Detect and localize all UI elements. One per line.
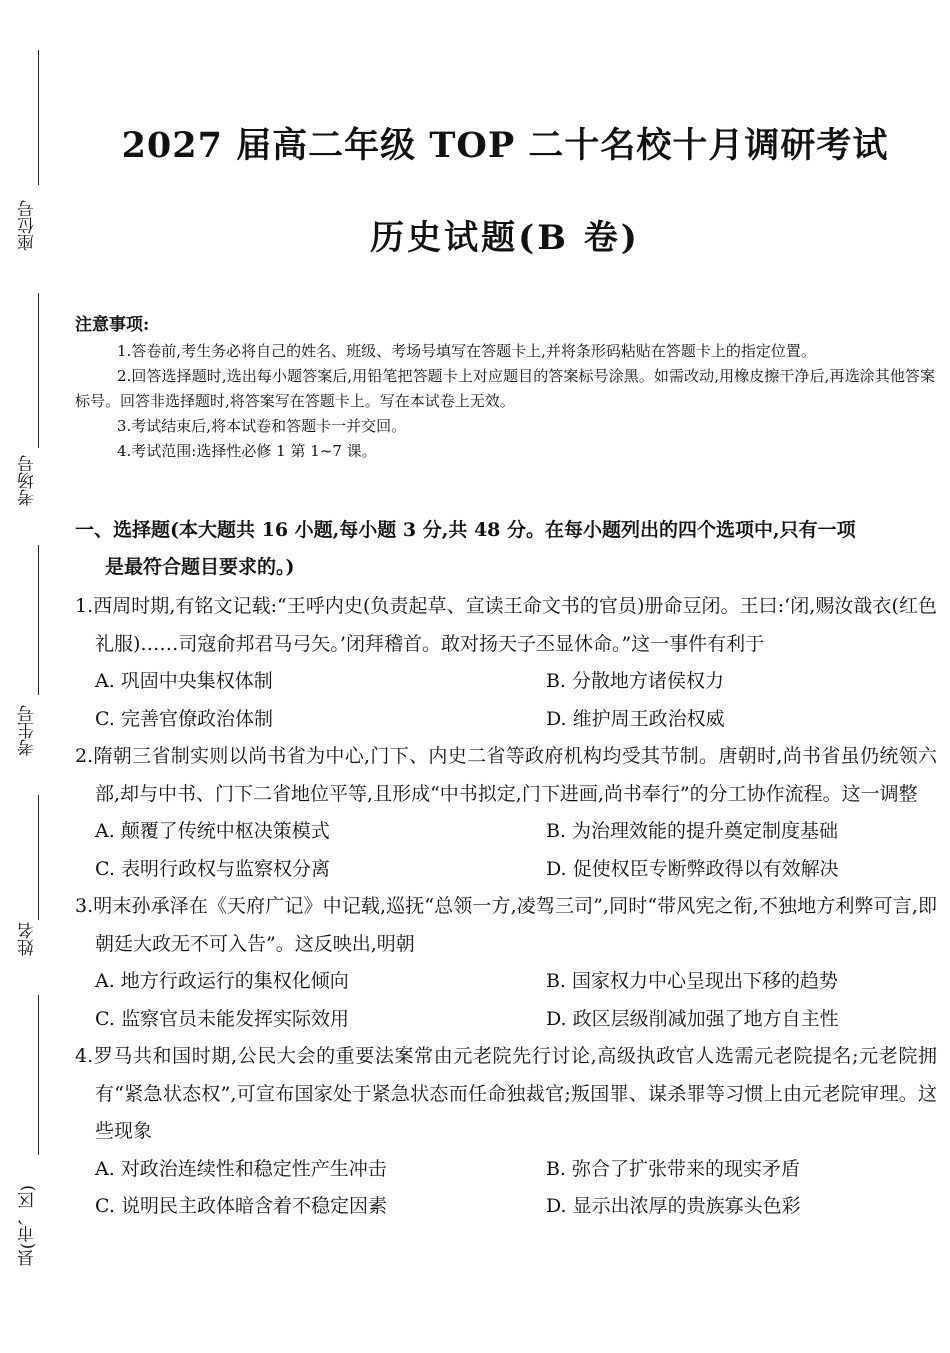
question-list	[75, 588, 937, 1226]
option-d: D. 促使权臣专断弊政得以有效解决	[546, 857, 839, 880]
question-stem: 2.隋朝三省制实则以尚书省为中心,门下、内史二省等政府机构均受其节制。唐朝时,尚书省虽仍统领六部,却与中书、门下二省地位平等,且形成“中书拟定,门下进画,尚书奉行”的分工协作流程。这一调整	[75, 745, 937, 805]
county-label: 县(市、区)	[18, 1185, 38, 1267]
option-b: B. 国家权力中心呈现出下移的趋势	[546, 970, 839, 992]
option-grid	[75, 963, 937, 1038]
note-item: 3.考试结束后,将本试卷和答题卡一并交回。	[117, 417, 407, 435]
binding-margin	[0, 0, 62, 1353]
question-stem: 4.罗马共和国时期,公民大会的重要法案常由元老院先行讨论,高级执政官人选需元老院提名;元老院拥有“紧急状态权”,可宣布国家处于紧急状态而任命独裁官;叛国罪、谋杀罪等习惯上由元老院审理。这些现象	[75, 1045, 937, 1142]
notes-heading: 注意事项:	[75, 315, 150, 335]
note-item: 2.回答选择题时,选出每小题答案后,用铅笔把答题卡上对应题目的答案标号涂黑。如需改动,用橡皮擦干净后,再选涂其他答案标号。回答非选择题时,将答案写在答题卡上。写在本试卷上无效。	[75, 367, 935, 410]
exam-title: 2027 届高二年级 TOP 二十名校十月调研考试	[121, 125, 889, 166]
question-3	[75, 888, 937, 1038]
student-id-label: 考生号	[18, 705, 38, 756]
seat-number-line	[38, 50, 39, 185]
option-c: C. 表明行政权与监察权分离	[95, 857, 330, 880]
option-d: D. 维护周王政治权威	[546, 707, 725, 730]
section-heading	[75, 512, 937, 586]
name-label: 姓名	[18, 922, 38, 956]
option-a: A. 对政治连续性和稳定性产生冲击	[95, 1157, 387, 1180]
option-b: B. 为治理效能的提升奠定制度基础	[546, 820, 839, 842]
option-b: B. 弥合了扩张带来的现实矛盾	[546, 1157, 801, 1180]
question-stem: 1.西周时期,有铭文记载:“王呼内史(负责起草、宣读王命文书的官员)册命豆闭。王曰:‘闭,赐汝戠衣(红色礼服)……司寇俞邦君马弓矢。’闭拜稽首。敢对扬天子丕显休命。”这一事件有利于	[75, 595, 937, 655]
option-a: A. 巩固中央集权体制	[95, 670, 273, 692]
exam-room-line	[38, 293, 39, 448]
name-line	[38, 795, 39, 920]
option-c: C. 说明民主政体暗含着不稳定因素	[95, 1195, 387, 1217]
question-1	[75, 588, 937, 738]
question-2	[75, 738, 937, 888]
notes-block	[75, 310, 935, 464]
option-grid	[75, 663, 937, 738]
student-id-line	[38, 545, 39, 695]
question-4	[75, 1038, 937, 1226]
section-heading-line2: 是最符合题目要求的。)	[105, 556, 295, 578]
option-c: C. 监察官员未能发挥实际效用	[95, 1007, 349, 1030]
question-stem: 3.明末孙承泽在《天府广记》中记载,巡抚“总领一方,凌驾三司”,同时“带风宪之衔,不独地方利弊可言,即朝廷大政无不可入告”。这反映出,明朝	[75, 895, 937, 955]
county-line	[38, 995, 39, 1155]
option-c: C. 完善官僚政治体制	[95, 707, 273, 730]
note-item: 1.答卷前,考生务必将自己的姓名、班级、考场号填写在答题卡上,并将条形码粘贴在答题卡上的指定位置。	[117, 342, 816, 360]
option-d: D. 政区层级削减加强了地方自主性	[546, 1007, 839, 1030]
option-b: B. 分散地方诸侯权力	[546, 670, 725, 692]
note-item: 4.考试范围:选择性必修 1 第 1~7 课。	[117, 442, 377, 460]
exam-subtitle: 历史试题(B 卷)	[370, 218, 640, 258]
option-a: A. 地方行政运行的集权化倾向	[95, 970, 349, 992]
section-heading-line1: 一、选择题(本大题共 16 小题,每小题 3 分,共 48 分。在每小题列出的四个选项中,只有一项	[75, 519, 856, 541]
option-d: D. 显示出浓厚的贵族寡头色彩	[546, 1195, 801, 1217]
exam-room-label: 考场号	[18, 455, 38, 506]
option-grid	[75, 813, 937, 888]
option-a: A. 颠覆了传统中枢决策模式	[95, 820, 330, 842]
option-grid	[75, 1151, 937, 1226]
seat-number-label: 座位号	[18, 200, 38, 251]
